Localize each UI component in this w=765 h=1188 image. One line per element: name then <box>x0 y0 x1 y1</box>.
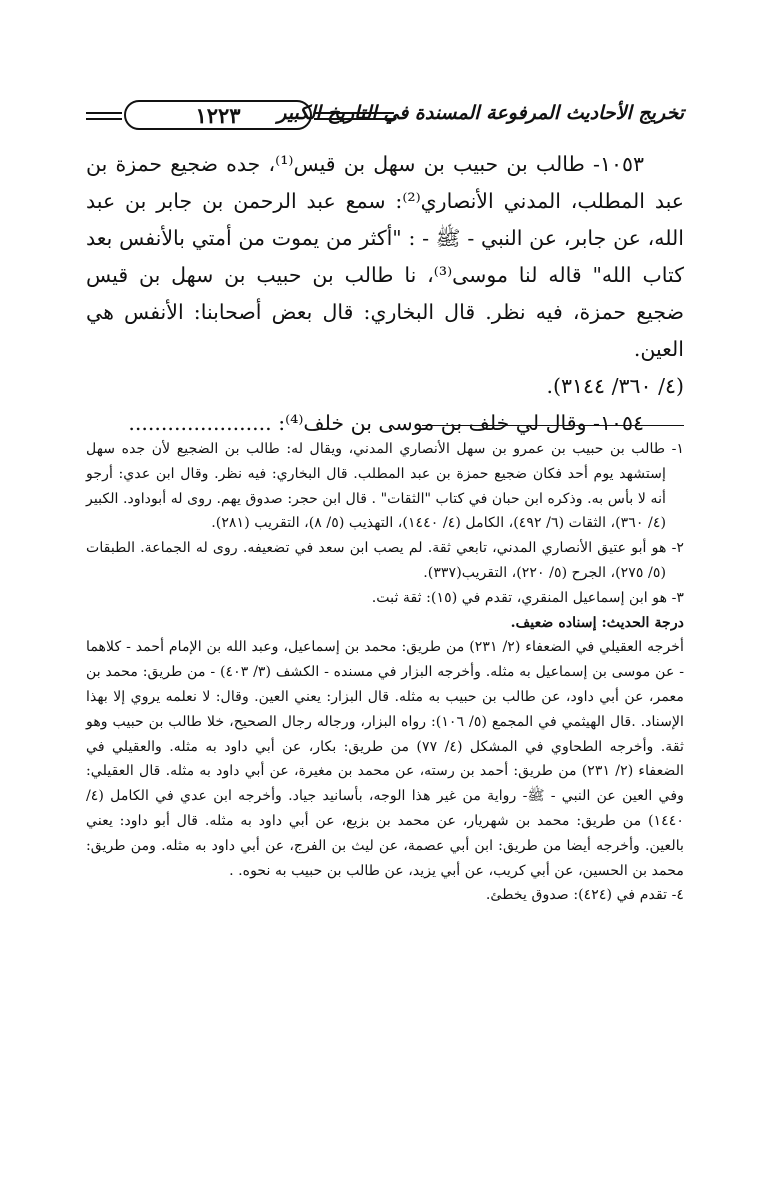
footnote-3: ٣- هو ابن إسماعيل المنقري، تقدم في (١٥): ثقة ثبت. <box>371 589 684 606</box>
hadith-grade-heading: درجة الحديث: إسناده ضعيف. <box>510 614 684 631</box>
entry-1053: ١٠٥٣- طالب بن حبيب بن سهل بن قيس⁽¹⁾، جده ضجيع حمزة بن عبد المطلب، المدني الأنصاري⁽²⁾: سمع عبد الرحمن بن جابر بن عبد الله، عن جابر، عن النبي - ﷺ - : "أكثر من يموت من أمتي بالأنفس بعد كتاب الله" قاله لنا موسى⁽³⁾، نا طالب بن حبيب بن سهل بن قيس ضجيع حمزة، فيه نظر. قال البخاري: قال بعض أصحابنا: الأنفس هي العين. <box>86 152 685 361</box>
footnote-4: ٤- تقدم في (٤٢٤): صدوق يخطئ. <box>485 887 684 904</box>
running-header <box>86 96 684 136</box>
entry-1053-reference: (٤/ ٣٦٠/ ٣١٤٤). <box>546 374 684 398</box>
page-number-badge: ١٢٢٣ <box>124 100 312 130</box>
footnote-separator <box>422 425 684 426</box>
footnote-1: ١- طالب بن حبيب بن عمرو بن سهل الأنصاري المدني، ويقال له: طالب بن الضجيع لأن جده سهل إستشهد يوم أحد فكان ضجيع حمزة بن عبد المطلب. قال البخاري: فيه نظر. وقال ابن عدي: أرجو أنه لا بأس به. وذكره ابن حبان في كتاب "الثقات" . قال ابن حجر: صدوق يهم. روى له أبوداود. الكبير (٤/ ٣٦٠)، الثقات (٦/ ٤٩٢)، الكامل (٤/ ١٤٤٠)، التهذيب (٥/ ٨)، التقريب (٢٨١). <box>86 441 684 532</box>
header-rule-left <box>86 112 122 120</box>
footnote-2: ٢- هو أبو عتيق الأنصاري المدني، تابعي ثقة. لم يصب ابن سعد في تضعيفه. روى له الجماعة. الطبقات (٥/ ٢٧٥)، الجرح (٥/ ٢٢٠)، التقريب(٣٣٧). <box>86 540 684 581</box>
running-title: تخريج الأحاديث المرفوعة المسندة في التاريخ الكبير <box>277 102 684 124</box>
takhrij-paragraph: أخرجه العقيلي في الضعفاء (٢/ ٢٣١) من طريق: محمد بن إسماعيل، وعبد الله بن الإمام أحمد - كلاهما - عن موسى بن إسماعيل به مثله. وأخرجه البزار في مسنده - الكشف (٣/ ٤٠٣) - من طريق: محمد بن معمر، عن أبي داود، عن طالب بن حبيب به مثله. قال البزار: يعني العين. وقال: لا نعلمه يروي إلا بهذا الإسناد. .قال الهيثمي في المجمع (٥/ ١٠٦): رواه البزار، ورجاله رجال الصحيح، خلا طالب بن حبيب وهو ثقة. وأخرجه الطحاوي في المشكل (٤/ ٧٧) من طريق: بكار، عن أبي داود به مثله. والعقيلي في الضعفاء (٢/ ٢٣١) من طريق: أحمد بن رسته، عن محمد بن مغيرة، عن أبي داود به مثله. قال العقيلي: وفي العين عن النبي - ﷺ- رواية من غير هذا الوجه، بأسانيد جياد. وأخرجه ابن عدي في الكامل (٤/ ١٤٤٠) من طريق: محمد بن شهريار، عن محمد بن بزيع، عن أبي داود به مثله. قال أبو داود: يعني بالعين. وأخرجه أيضا من طريق: ابن أبي عصمة، عن ليث بن الفرج، عن أبي داود به مثله. ومن طريق: محمد بن الحسين، عن أبي كريب، عن أبي يزيد، عن طالب بن حبيب به نحوه. . <box>86 639 684 879</box>
entry-1054: ١٠٥٤- وقال لي خلف بن موسى بن خلف⁽⁴⁾: ...................... <box>128 411 644 435</box>
footnotes <box>86 437 684 908</box>
main-text <box>86 146 684 442</box>
header-rule-right <box>314 112 394 120</box>
